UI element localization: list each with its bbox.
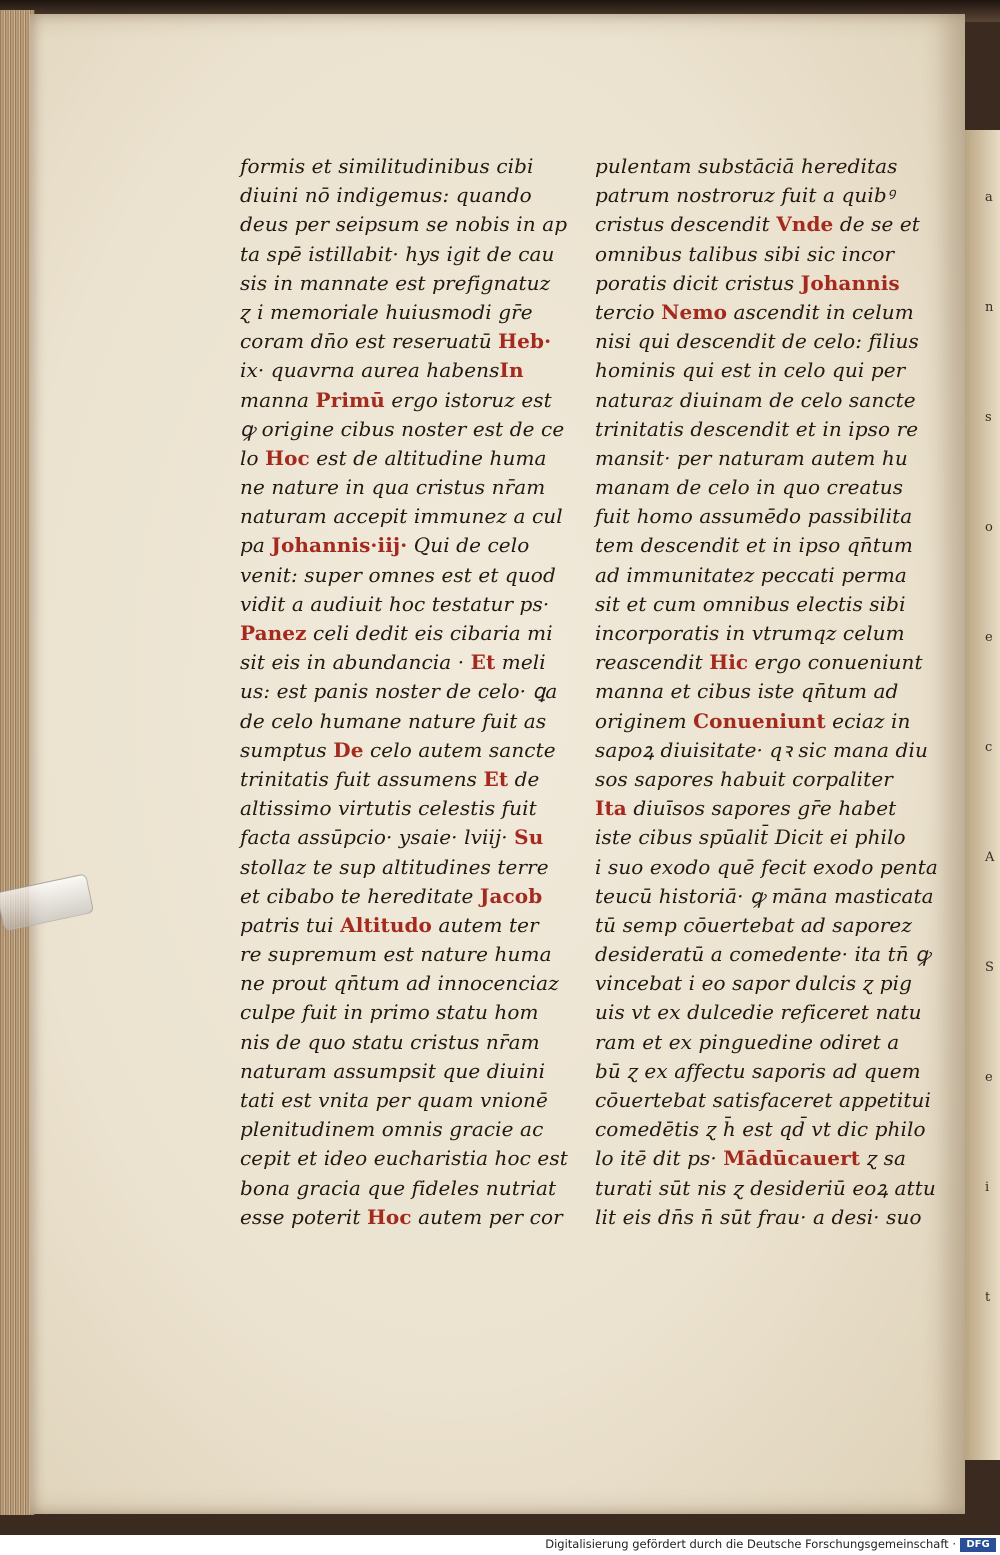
text-line	[240, 998, 545, 1027]
line-text: iste cibus spūalit̄ Dicit ei philo	[595, 825, 906, 850]
text-line	[595, 1028, 915, 1057]
facing-page-letter: t	[985, 1290, 991, 1305]
line-text: sapoꝝ diuisitate· qꝛ sic mana diu	[595, 737, 928, 762]
line-text: naturam assumpsit que diuini	[240, 1058, 546, 1083]
text-line	[240, 210, 568, 239]
text-line	[240, 736, 556, 765]
text-line	[595, 415, 919, 444]
line-text: sis in mannate est prefignatuz	[240, 270, 551, 295]
line-text: stollaz te sup altitudines terre	[240, 854, 549, 879]
text-line	[595, 969, 915, 998]
line-text: culpe fuit in primo statu hom	[240, 1000, 539, 1025]
line-text: sit eis in abundancia ·	[240, 650, 471, 675]
line-text: hominis qui est in celo qui per	[595, 358, 906, 383]
text-line	[240, 502, 563, 531]
text-column-right	[595, 152, 938, 1232]
line-text: ɀ sa	[860, 1146, 907, 1171]
footer-bar	[0, 1535, 1000, 1555]
line-text: tercio	[595, 299, 662, 324]
text-line	[595, 590, 915, 619]
line-text: manam de celo in quo creatus	[595, 475, 904, 500]
line-text: trinitatis descendit et in ipso re	[595, 416, 919, 441]
text-line	[240, 911, 545, 940]
rubric-initial: Hoc	[265, 445, 310, 470]
text-line	[595, 210, 920, 239]
text-line	[595, 794, 915, 823]
text-line	[595, 1203, 922, 1232]
line-text: poratis dicit cristus	[595, 270, 801, 295]
text-line	[240, 298, 545, 327]
text-line	[240, 444, 545, 473]
dfg-logo-icon[interactable]: DFG	[960, 1538, 996, 1552]
text-line	[595, 502, 915, 531]
line-text: desideratū a comedente· ita tn̄ ꝙ	[595, 942, 931, 967]
rubric-initial: Et	[470, 650, 496, 675]
facing-page-letter: i	[985, 1180, 990, 1195]
rubric-initial: Primū	[315, 387, 385, 412]
line-text: Qui de celo	[407, 533, 530, 558]
rubric-initial: De	[333, 737, 364, 762]
rubric-initial: Jacob	[479, 883, 543, 908]
facing-page-edge	[965, 130, 1000, 1460]
facing-page-letter: S	[985, 960, 994, 975]
text-line	[595, 998, 922, 1027]
text-line	[240, 794, 545, 823]
text-line	[595, 240, 915, 269]
text-line	[240, 823, 545, 852]
text-line	[595, 1174, 936, 1203]
line-text: vidit a audiuit hoc testatur ps·	[240, 591, 550, 616]
text-line	[595, 1057, 921, 1086]
facing-page-letter: n	[985, 300, 994, 315]
rubric-initial: Vnde	[776, 212, 834, 237]
line-text: meli	[495, 650, 546, 675]
text-line	[240, 152, 545, 181]
text-line	[595, 298, 915, 327]
text-line	[595, 677, 915, 706]
text-line	[595, 181, 915, 210]
text-line	[240, 356, 545, 385]
rubric-initial: Panez	[240, 621, 307, 645]
text-line	[595, 940, 931, 969]
line-text: tem descendit et in ipso qn̄tum	[595, 533, 913, 558]
text-line	[595, 1115, 926, 1144]
facing-page-letter: s	[985, 410, 992, 425]
line-text: manna	[240, 387, 316, 412]
line-text: cepit et ideo eucharistia hoc est	[240, 1146, 568, 1171]
line-text: uis vt ex dulcedie reficeret natu	[595, 1000, 922, 1025]
line-text: ergo istoruz est	[384, 387, 552, 412]
text-line	[595, 648, 923, 677]
line-text: venit: super omnes est et quod	[240, 562, 556, 587]
line-text: turati sūt nis ɀ desideriū eoꝝ attu	[595, 1175, 936, 1200]
line-text: originem	[595, 708, 694, 733]
line-text: naturam accepit immunez a cul	[240, 504, 563, 529]
text-line	[595, 561, 915, 590]
line-text: ꝙ origine cibus noster est de ce	[240, 416, 565, 441]
line-text: formis et similitudinibus cibi	[240, 154, 534, 178]
text-line	[595, 882, 934, 911]
rubric-initial: Johannis	[800, 270, 900, 295]
line-text: sit et cum omnibus electis sibi	[595, 591, 906, 616]
line-text: ad immunitatez peccati perma	[595, 562, 907, 587]
line-text: us: est panis noster de celo· ꝗa	[240, 679, 558, 704]
line-text: ix·	[240, 358, 271, 383]
text-line	[595, 269, 915, 298]
text-line	[595, 152, 915, 181]
line-text: deus per seipsum se nobis in ap	[240, 212, 568, 237]
line-text: de celo humane nature fuit as	[240, 708, 547, 733]
line-text: cōuertebat satisfaceret appetitui	[595, 1088, 931, 1112]
line-text: ram et ex pinguedine odiret a	[595, 1029, 900, 1054]
facing-page-letter: e	[985, 630, 993, 645]
line-text: nisi qui descendit de celo: filius	[595, 329, 919, 354]
facing-page-letter: e	[985, 1070, 993, 1085]
text-line	[595, 444, 915, 473]
line-text: cristus descendit	[595, 212, 777, 237]
text-line	[240, 181, 545, 210]
text-line	[240, 386, 552, 415]
text-line	[240, 1203, 563, 1232]
text-line	[240, 940, 552, 969]
line-text: et cibabo te hereditate	[240, 883, 480, 908]
text-line	[595, 1144, 915, 1173]
text-line	[595, 327, 919, 356]
rubric-initial: Nemo	[661, 299, 728, 324]
line-text: lo	[240, 445, 266, 470]
text-line	[595, 356, 915, 385]
line-text: trinitatis fuit assumens	[240, 766, 484, 791]
line-text: patris tui	[240, 912, 341, 937]
text-line	[240, 1028, 545, 1057]
text-line	[595, 1086, 931, 1115]
text-line	[240, 765, 545, 794]
rubric-initial: Conueniunt	[693, 708, 826, 733]
line-text: diuini nō indigemus: quando	[240, 183, 532, 208]
line-text: re supremum est nature huma	[240, 942, 552, 967]
line-text: mansit· per naturam autem hu	[595, 445, 908, 470]
line-text: tati est vnita per quam vnionē	[240, 1088, 548, 1112]
rubric-initial: Ita	[595, 796, 627, 821]
rubric-initial: Hic	[709, 650, 749, 675]
text-line	[595, 736, 928, 765]
rubric-initial: Su	[514, 825, 544, 850]
line-text: ascendit in celum	[727, 299, 914, 324]
line-text: quavrna aurea habens	[270, 358, 500, 383]
line-text: celo autem sancte	[363, 737, 556, 762]
text-line	[240, 677, 558, 706]
funding-notice: Digitalisierung gefördert durch die Deutsche Forschungsgemeinschaft ·	[545, 1537, 956, 1551]
facing-page-letter: a	[985, 190, 993, 205]
text-line	[595, 853, 938, 882]
line-text: tū semp cōuertebat ad saporez	[595, 912, 912, 937]
line-text: lo itē dit ps·	[595, 1146, 724, 1171]
text-line	[240, 473, 545, 502]
line-text: comedētis ɀ h̄ est qd̄ vt dic philo	[595, 1117, 926, 1142]
line-text: autem per cor	[411, 1204, 563, 1229]
line-text: vincebat i eo sapor dulcis ɀ pig	[595, 971, 913, 996]
text-line	[595, 619, 915, 648]
text-line	[240, 969, 559, 998]
line-text: pulentam substāciā hereditas	[595, 154, 898, 178]
line-text: eciaz in	[825, 708, 911, 733]
line-text: est de altitudine huma	[309, 445, 547, 470]
line-text: manna et cibus iste qn̄tum ad	[595, 679, 899, 704]
text-line	[595, 823, 915, 852]
text-line	[595, 473, 915, 502]
text-line	[240, 1057, 545, 1086]
text-line	[240, 531, 545, 560]
text-line	[240, 240, 555, 269]
text-line	[595, 386, 915, 415]
line-text: fuit homo assumēdo passibilita	[595, 504, 913, 529]
text-line	[240, 1115, 545, 1144]
line-text: patrum nostroruz fuit a quibꝰ	[595, 183, 895, 208]
text-line	[240, 853, 549, 882]
text-line	[240, 1144, 568, 1173]
rubric-initial: Johannis·iij·	[271, 533, 408, 558]
line-text: bona gracia que fideles nutriat	[240, 1175, 557, 1200]
line-text: nis de quo statu cristus nr̄am	[240, 1029, 540, 1054]
line-text: incorporatis in vtrumqz celum	[595, 621, 905, 645]
line-text: naturaz diuinam de celo sancte	[595, 387, 916, 412]
line-text: sumptus	[240, 737, 334, 762]
text-line	[240, 590, 550, 619]
facing-page-letter: o	[985, 520, 993, 535]
rubric-initial: Altitudo	[340, 912, 432, 937]
text-line	[240, 269, 551, 298]
rubric-initial: Hoc	[366, 1204, 412, 1229]
text-line	[595, 531, 915, 560]
text-line	[240, 707, 545, 736]
facing-page-letter: c	[985, 740, 993, 755]
line-text: esse poterit	[240, 1204, 367, 1229]
line-text: lit eis dn̄s n̄ sūt frau· a desi· suo	[595, 1204, 922, 1229]
facing-page-letter: A	[985, 850, 995, 865]
text-line	[595, 911, 915, 940]
text-line	[595, 707, 915, 736]
line-text: reascendit	[595, 650, 710, 675]
line-text: pa	[240, 533, 272, 558]
line-text: teucū historiā· ꝙ māna masticata	[595, 883, 934, 908]
text-line	[240, 1086, 548, 1115]
text-line	[240, 1174, 557, 1203]
rubric-initial: Heb·	[498, 329, 552, 354]
line-text: omnibus talibus sibi sic incor	[595, 241, 895, 266]
text-column-left	[240, 152, 568, 1232]
line-text: celi dedit eis cibaria mi	[306, 621, 553, 645]
text-line	[240, 327, 552, 356]
rubric-initial: Mādūcauert	[723, 1146, 861, 1171]
line-text: ɀ i memoriale huiusmodi gr̄e	[240, 299, 533, 324]
line-text: de se et	[833, 212, 920, 237]
text-line	[240, 882, 545, 911]
line-text: facta assūpcio· ysaie· lviij·	[240, 825, 515, 850]
line-text: diuīsos sapores gr̄e habet	[626, 796, 897, 821]
line-text: altissimo virtutis celestis fuit	[240, 796, 537, 821]
rubric-initial: Et	[483, 766, 509, 791]
line-text: sos sapores habuit corpaliter	[595, 766, 893, 791]
text-line	[595, 765, 915, 794]
text-line	[240, 619, 553, 648]
line-text: ne nature in qua cristus nr̄am	[240, 475, 546, 500]
line-text: i suo exodo quē fecit exodo penta	[595, 854, 938, 879]
line-text: ta spē istillabit· hys igit de cau	[240, 241, 555, 266]
line-text: plenitudinem omnis gracie ac	[240, 1117, 544, 1142]
text-line	[240, 561, 556, 590]
line-text: autem ter	[431, 912, 539, 937]
line-text: bū ɀ ex affectu saporis ad quem	[595, 1058, 921, 1083]
line-text: ne prout qn̄tum ad innocenciaz	[240, 971, 559, 996]
text-line	[240, 415, 565, 444]
line-text: ergo conueniunt	[748, 650, 923, 675]
text-line	[240, 648, 545, 677]
line-text: coram dn̄o est reseruatū	[240, 329, 499, 354]
line-text: de	[508, 766, 540, 791]
rubric-initial: In	[499, 358, 524, 383]
